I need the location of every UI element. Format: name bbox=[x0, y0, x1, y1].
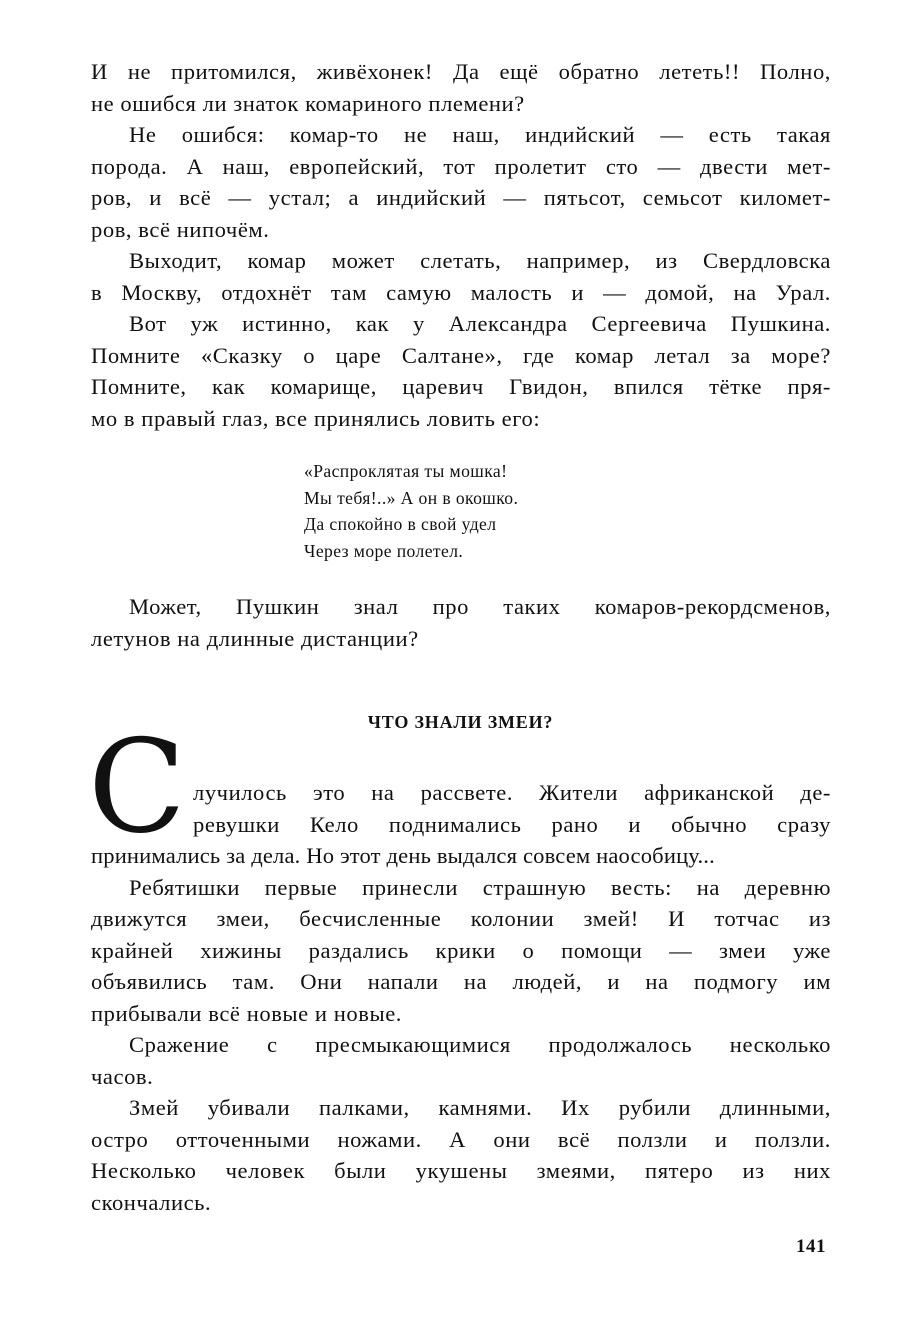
poem-line: Через море полетел. bbox=[304, 540, 464, 561]
section-heading: ЧТО ЗНАЛИ ЗМЕИ? bbox=[367, 712, 554, 732]
text-line: Змей убивали палками, камнями. Их рубили длинными, bbox=[129, 1095, 831, 1120]
poem-line: «Распроклятая ты мошка! bbox=[304, 461, 508, 481]
page-text-top bbox=[91, 56, 831, 434]
text-line: в Москву, отдохнёт там самую малость и — домой, на Урал. bbox=[91, 279, 831, 305]
text-line: лучилось это на рассвете. Жители африканской де- bbox=[193, 780, 831, 805]
text-line: ров, всё нипочём. bbox=[91, 216, 270, 242]
text-line: не ошибся ли знаток комариного племени? bbox=[91, 90, 525, 116]
text-line: прибывали всё новые и новые. bbox=[91, 1000, 402, 1026]
text-line: Может, Пушкин знал про таких комаров-рекордсменов, bbox=[129, 594, 831, 619]
text-line: Не ошибся: комар-то не наш, индийский — есть такая bbox=[129, 122, 831, 147]
text-line: принимались за дела. Но этот день выдался совсем наособицу... bbox=[91, 843, 715, 868]
text-line: ров, и всё — устал; а индийский — пятьсот, семьсот километ- bbox=[91, 185, 831, 210]
text-line: часов. bbox=[91, 1063, 154, 1089]
poem-quote bbox=[304, 458, 518, 564]
text-line: остро отточенными ножами. А они всё ползли и ползли. bbox=[91, 1126, 831, 1152]
text-line: скончались. bbox=[91, 1189, 212, 1215]
drop-cap: С bbox=[88, 713, 186, 862]
text-line: Ребятишки первые принесли страшную весть: на деревню bbox=[129, 874, 831, 900]
text-line: Вот уж истинно, как у Александра Сергеевича Пушкина. bbox=[129, 311, 831, 336]
text-line: Помните, как комарище, царевич Гвидон, впился тётке пря- bbox=[91, 374, 831, 399]
text-line: Сражение с пресмыкающимися продолжалось несколько bbox=[129, 1032, 831, 1057]
text-line: движутся змеи, бесчисленные колонии змей! И тотчас из bbox=[91, 906, 831, 931]
page-number: 141 bbox=[796, 1236, 826, 1257]
text-line: мо в правый глаз, все принялись ловить его: bbox=[91, 405, 541, 431]
text-line: крайней хижины раздались крики о помощи — змеи уже bbox=[91, 937, 831, 963]
text-line: летунов на длинные дистанции? bbox=[91, 625, 419, 651]
text-line: Выходит, комар может слетать, например, из Свердловска bbox=[129, 248, 831, 273]
text-line: ревушки Кело поднимались рано и обычно сразу bbox=[193, 811, 831, 837]
poem-line: Мы тебя!..» А он в окошко. bbox=[304, 487, 519, 508]
text-line: порода. А наш, европейский, тот пролетит сто — двести мет- bbox=[91, 153, 831, 179]
page-text-after-poem bbox=[91, 591, 831, 654]
poem-line: Да спокойно в свой удел bbox=[304, 514, 497, 534]
page-text-bottom bbox=[91, 777, 831, 1218]
text-line: Несколько человек были укушены змеями, пятеро из них bbox=[91, 1158, 831, 1183]
text-line: И не притомился, живёхонек! Да ещё обратно лететь!! Полно, bbox=[91, 59, 831, 84]
text-line: Помните «Сказку о царе Салтане», где комар летал за море? bbox=[91, 342, 831, 368]
text-line: объявились там. Они напали на людей, и на подмогу им bbox=[91, 969, 831, 994]
